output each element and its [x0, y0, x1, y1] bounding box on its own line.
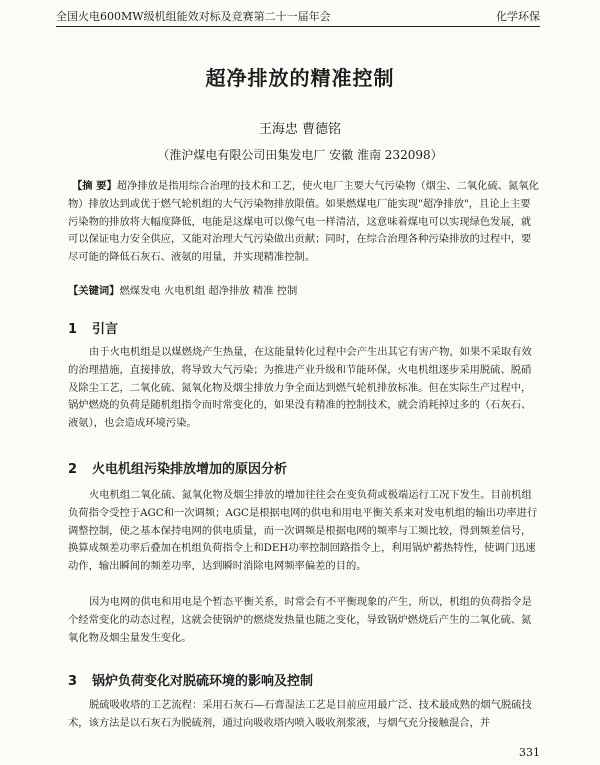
paper-authors: 王海忠 曹德铭 [258, 122, 342, 137]
section-2-paragraph-2: 因为电网的供电和用电是个暂态平衡关系，时常会有不平衡现象的产生，所以，机组的负荷指令是个经常变化的动态过程，这就会使锅炉的燃烧发热量也随之变化，导致锅炉燃烧后产生的二氧化硫、氮氧化物及烟尘量发生变化。 [68, 596, 532, 644]
abstract-label: 【摘 要】 [72, 180, 117, 192]
abstract [68, 178, 540, 267]
section-heading-1 [68, 318, 118, 337]
section-number: 2 [68, 462, 78, 477]
keywords-label: 【关键词】 [68, 285, 120, 297]
section-title: 火电机组污染排放增加的原因分析 [92, 462, 288, 477]
abstract-text: 超净排放是指用综合治理的技术和工艺，使火电厂主要大气污染物（烟尘、二氧化硫、氮氧化物）排放达到或优于燃气轮机组的大气污染物排放限值。如果燃煤电厂能实现"超净排放"，且论上主要污染物的排放将大幅度降低，电能是这煤电可以像气电一样清洁，这意味着煤电可以实现绿色发展，就可以保证电力安全供应，又能对治理大气污染做出贡献；同时，在综合治理各种污染排放的过程中，要尽可能的降低石灰石、液氨的用量，并实现精准控制。 [68, 180, 539, 264]
keywords [68, 283, 540, 301]
keywords-text: 燃煤发电 火电机组 超净排放 精准 控制 [119, 285, 298, 297]
section-1-paragraph-1: 由于火电机组是以煤燃烧产生热量，在这能量转化过程中会产生出其它有害产物，如果不采取有效的治理措施，直接排放，将导致大气污染；为推进产业升级和节能环保，火电机组逐步采用脱硫、脱硝及除尘工艺，二氧化硫、氮氧化物及烟尘排放力争全面达到燃气轮机排放标准。但在实际生产过程中，锅炉燃烧的负荷是随机组指令而时常变化的，如果没有精准的控制技术，就会消耗掉过多的（石灰石、液氨），也会造成环境污染。 [68, 346, 532, 430]
section-number: 1 [68, 322, 78, 337]
header-section-name: 化学环保 [496, 10, 540, 23]
section-2-paragraph-1: 火电机组二氧化硫、氮氧化物及烟尘排放的增加往往会在变负荷或极端运行工况下发生。目前机组负荷指令受控于AGC和一次调频；AGC是根据电网的供电和用电平衡关系来对发电机组的输出功率进行调整控制，使之基本保持电网的供电质量，而一次调频是根据电网的频率与工频比较，得到频差信号，换算成频差功率后叠加在机组负荷指令上和DEH功率控制回路指令上，利用锅炉蓄热特性，使调门迅速动作，输出瞬间的频差功率，达到瞬时消除电网频率偏差的目的。 [68, 489, 538, 573]
section-title: 锅炉负荷变化对脱硫环境的影响及控制 [92, 674, 314, 689]
author-affiliation: （淮沪煤电有限公司田集发电厂 安徽 淮南 232098） [157, 148, 443, 162]
header-journal-title: 全国火电600MW级机组能效对标及竞赛第二十一届年会 [56, 10, 331, 23]
paper-title: 超净排放的精准控制 [205, 66, 395, 90]
section-heading-2 [68, 458, 287, 477]
running-header [56, 8, 540, 27]
section-3-paragraph-1: 脱硫吸收塔的工艺流程：采用石灰石—石膏湿法工艺是目前应用最广泛、技术最成熟的烟气脱硫技术，该方法是以石灰石为脱硫剂，通过向吸收塔内喷入吸收剂浆液，与烟气充分接触混合，并 [68, 699, 532, 729]
section-number: 3 [68, 674, 78, 689]
section-title: 引言 [92, 322, 119, 337]
section-heading-3 [68, 670, 313, 689]
page-number: 331 [519, 746, 540, 759]
